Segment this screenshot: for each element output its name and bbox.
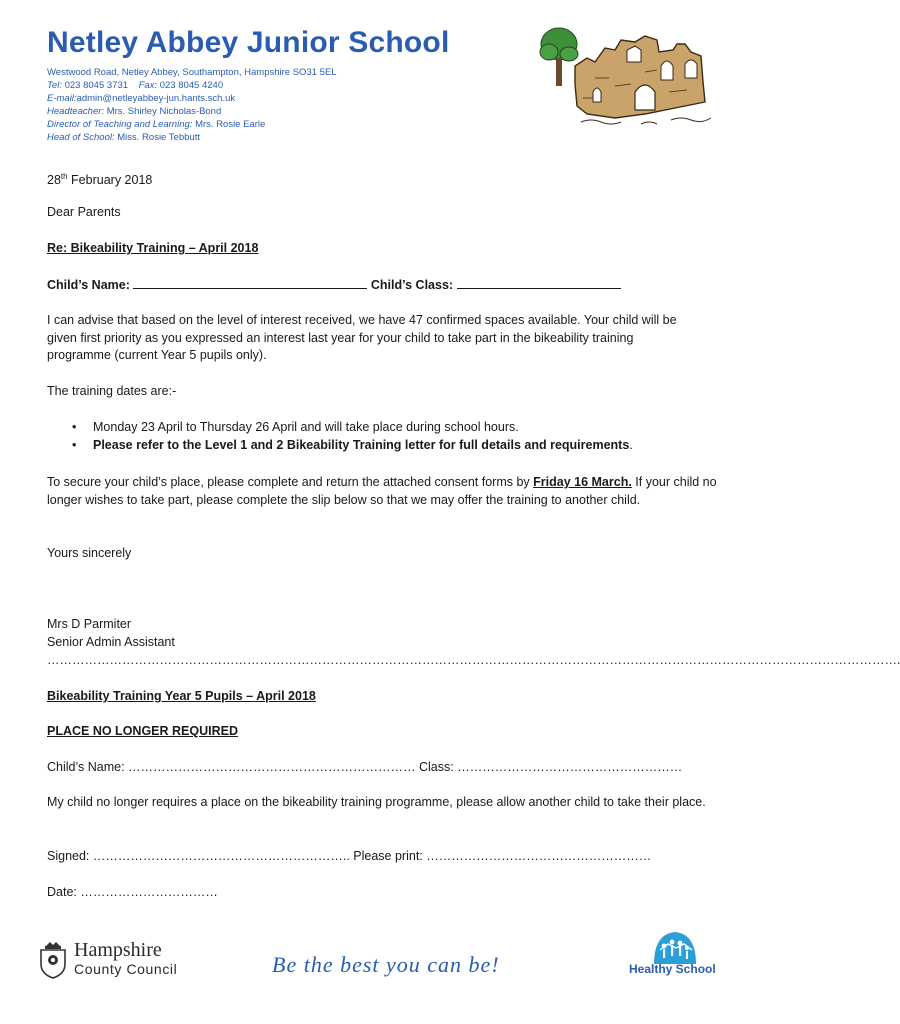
salutation: Dear Parents bbox=[47, 205, 121, 219]
letter-date: 28th February 2018 bbox=[47, 172, 153, 188]
school-name: Netley Abbey Junior School bbox=[47, 26, 450, 59]
training-dates-list bbox=[47, 419, 727, 454]
slip-statement: My child no longer requires a place on the bikeability training programme, please allow another child to take their place. bbox=[47, 795, 706, 809]
list-item: • Monday 23 April to Thursday 26 April and will take place during school hours. bbox=[47, 419, 727, 437]
healthy-school-label: Healthy School bbox=[629, 962, 716, 976]
child-name-label: Child’s Name: bbox=[47, 278, 130, 292]
hampshire-crest-icon bbox=[36, 940, 70, 980]
school-address-block bbox=[47, 66, 337, 144]
school-motto: Be the best you can be! bbox=[272, 952, 500, 977]
director-teaching: Director of Teaching and Learning: Mrs. Rosie Earle bbox=[47, 119, 266, 130]
signatory-block bbox=[47, 616, 175, 651]
child-class-line bbox=[457, 276, 621, 289]
slip-child-name-field[interactable]: Child’s Name: …………………………………………………………… bbox=[47, 760, 416, 774]
cut-line: ……………………………………………………………………………………………………………………………………………………………………………………. bbox=[47, 653, 900, 667]
signatory-role: Senior Admin Assistant bbox=[47, 634, 175, 649]
head-of-school: Head of School: Miss. Rosie Tebbutt bbox=[47, 132, 200, 143]
interest-paragraph: I can advise that based on the level of interest received, we have 47 confirmed spaces available. Your child will be given first priority as you expressed an interest last year for your child to take part in the bikeability training programme (current Year 5 pupils only). bbox=[47, 313, 677, 362]
secure-place-paragraph: To secure your child’s place, please complete and return the attached consent forms by Friday 16 March. If your child no longer wishes to take part, please complete the slip below so that we may offer the training to another child. bbox=[47, 475, 717, 507]
child-class-label: Child’s Class: bbox=[370, 278, 454, 292]
closing: Yours sincerely bbox=[47, 546, 132, 560]
list-item: • Please refer to the Level 1 and 2 Bikeability Training letter for full details and requirements. bbox=[47, 437, 727, 455]
child-name-line bbox=[133, 276, 367, 289]
slip-class-field[interactable]: Class: ……………………………………………… bbox=[419, 760, 683, 774]
healthy-school-logo-icon bbox=[652, 930, 698, 964]
slip-title: Bikeability Training Year 5 Pupils – April 2018 bbox=[47, 689, 316, 703]
slip-subtitle: PLACE NO LONGER REQUIRED bbox=[47, 724, 238, 738]
headteacher: Headteacher: Mrs. Shirley Nicholas-Bond bbox=[47, 106, 222, 117]
council-name: Hampshire bbox=[74, 939, 162, 961]
signatory-name: Mrs D Parmiter bbox=[47, 617, 132, 631]
contact-phone: Tel: 023 8045 3731 Fax: 023 8045 4240 bbox=[47, 80, 224, 91]
slip-date-field[interactable]: Date: …………………………… bbox=[47, 885, 218, 899]
contact-email: E-mail:admin@netleyabbey-jun.hants.sch.uk bbox=[47, 93, 236, 104]
child-details-row bbox=[47, 276, 627, 295]
abbey-ruins-logo-icon bbox=[535, 22, 725, 134]
council-sub: County Council bbox=[74, 961, 178, 977]
training-dates-intro: The training dates are:- bbox=[47, 384, 177, 398]
deadline: Friday 16 March. bbox=[533, 475, 632, 489]
school-address: Westwood Road, Netley Abbey, Southampton, Hampshire SO31 5EL bbox=[47, 67, 337, 78]
slip-signed-field[interactable]: Signed: …………………………………………………….. Please print: ……………………………………………… bbox=[47, 849, 652, 863]
letter-subject: Re: Bikeability Training – April 2018 bbox=[47, 241, 259, 255]
